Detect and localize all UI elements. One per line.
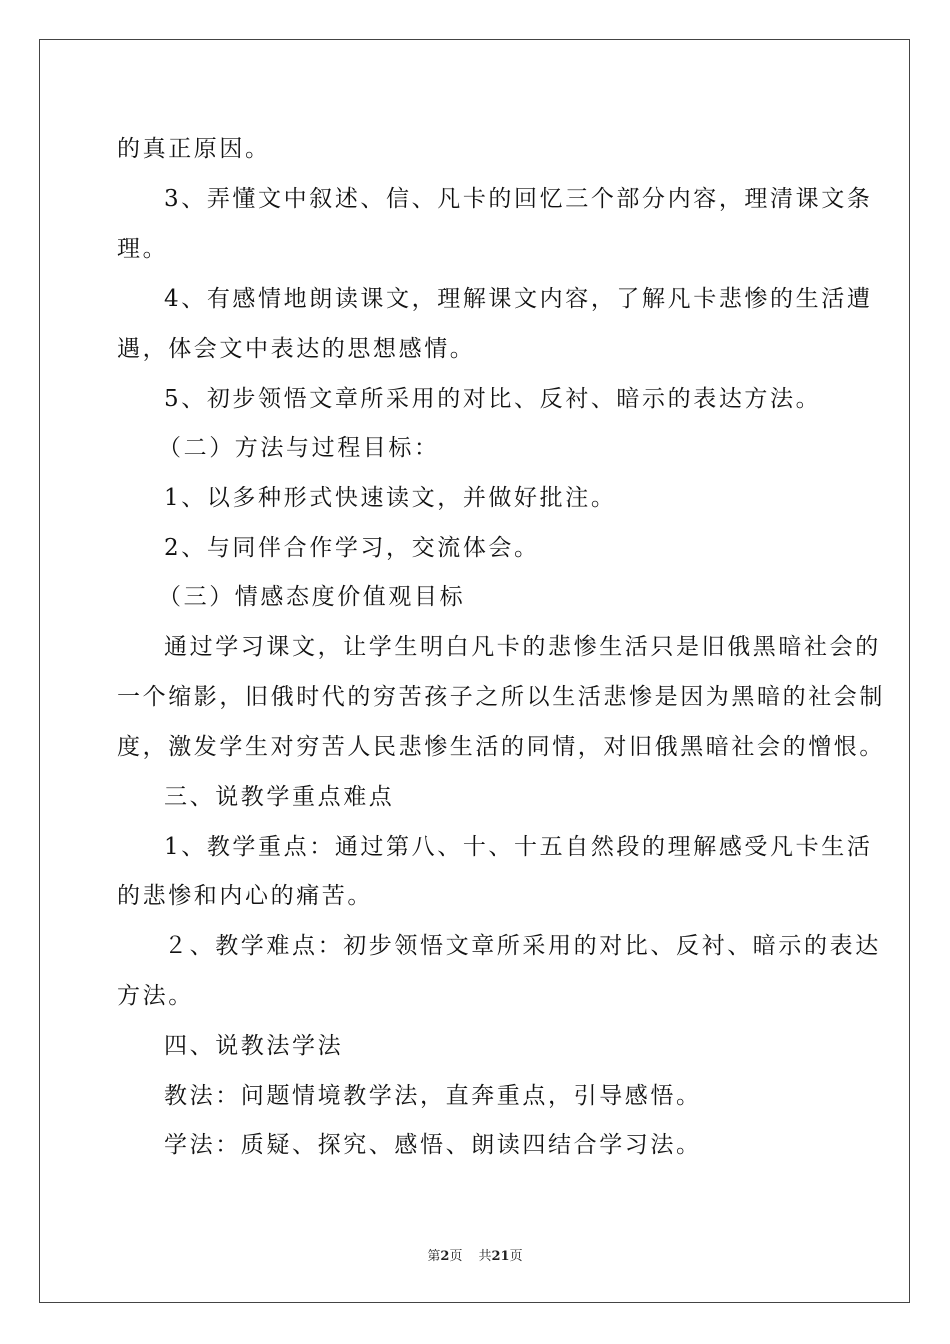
section-heading: 三、说教学重点难点 <box>164 784 395 810</box>
text-line: 1、教学重点：通过第八、十、十五自然段的理解感受凡卡生活 <box>164 834 873 860</box>
text-line: 通过学习课文，让学生明白凡卡的悲惨生活只是旧俄黑暗社会的 <box>164 634 881 660</box>
text-line: 1、以多种形式快速读文，并做好批注。 <box>164 485 617 511</box>
text-line: 5、初步领悟文章所采用的对比、反衬、暗示的表达方法。 <box>164 386 822 412</box>
text-line: 教法：问题情境教学法，直奔重点，引导感悟。 <box>164 1083 702 1109</box>
section-heading: （二）方法与过程目标： <box>158 435 440 461</box>
text-line: 度，激发学生对穷苦人民悲惨生活的同情，对旧俄黑暗社会的憎恨。 <box>117 734 885 760</box>
total-pages: 21 <box>491 1249 510 1264</box>
section-heading: （三）情感态度价值观目标 <box>158 584 466 610</box>
text-line: 学法：质疑、探究、感悟、朗读四结合学习法。 <box>164 1132 702 1158</box>
text-line: 的真正原因。 <box>117 136 271 162</box>
text-line: 2、与同伴合作学习，交流体会。 <box>164 535 540 561</box>
page-prefix: 第 <box>427 1249 441 1264</box>
total-prefix: 共 <box>478 1249 492 1264</box>
page-footer <box>0 1248 950 1266</box>
page-suffix: 页 <box>449 1249 463 1264</box>
text-line: 3、弄懂文中叙述、信、凡卡的回忆三个部分内容，理清课文条 <box>164 186 873 212</box>
text-line: 的悲惨和内心的痛苦。 <box>117 883 373 909</box>
section-heading: 四、说教法学法 <box>164 1033 344 1059</box>
page-number: 2 <box>440 1249 450 1264</box>
total-suffix: 页 <box>509 1249 523 1264</box>
text-line: ２、教学难点：初步领悟文章所采用的对比、反衬、暗示的表达 <box>164 933 881 959</box>
page-border <box>39 39 910 1303</box>
text-line: 4、有感情地朗读课文，理解课文内容，了解凡卡悲惨的生活遭 <box>164 286 873 312</box>
text-line: 方法。 <box>117 983 194 1009</box>
text-line: 遇，体会文中表达的思想感情。 <box>117 336 476 362</box>
text-line: 理。 <box>117 236 169 262</box>
text-line: 一个缩影，旧俄时代的穷苦孩子之所以生活悲惨是因为黑暗的社会制 <box>117 684 885 710</box>
